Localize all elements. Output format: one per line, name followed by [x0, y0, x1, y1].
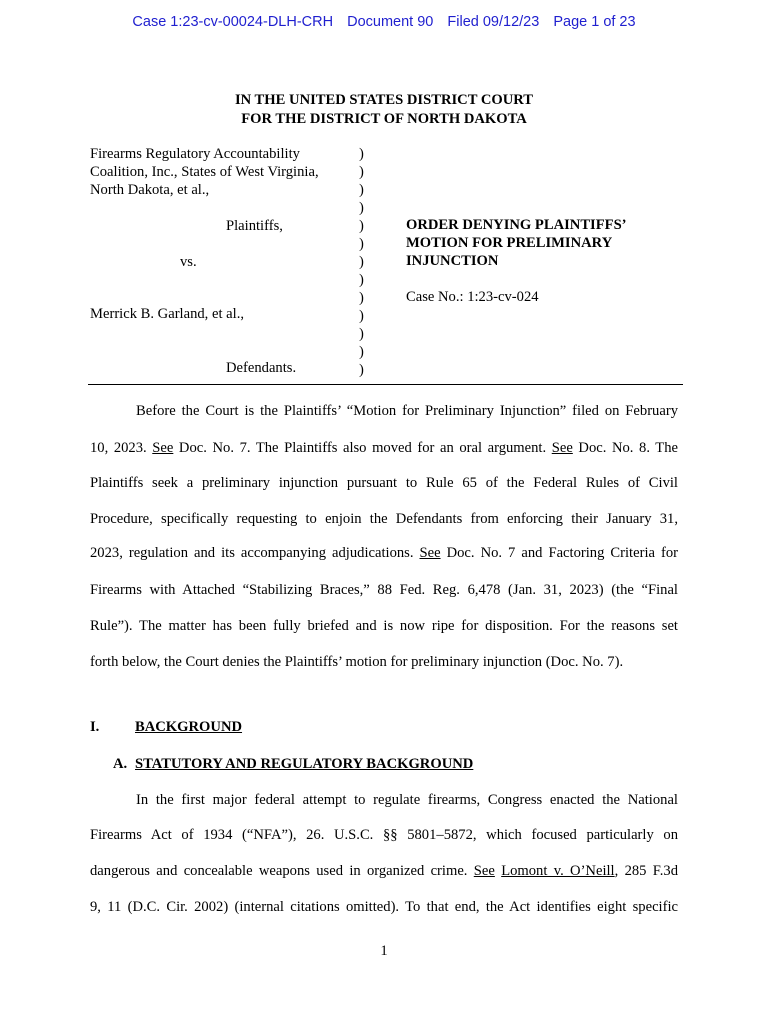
- case-number: Case No.: 1:23-cv-024: [406, 289, 539, 305]
- caption-parenthesis: ): [359, 182, 364, 198]
- order-title-line-3: INJUNCTION: [406, 253, 499, 269]
- subsection-number: A.: [113, 756, 128, 772]
- caption-parenthesis: ): [359, 344, 364, 360]
- caption-parenthesis: ): [359, 218, 364, 234]
- defendant-name: Merrick B. Garland, et al.,: [90, 306, 244, 322]
- paragraph-1-line-8: forth below, the Court denies the Plaintiffs’ motion for preliminary injunction (Doc. No. 7).: [90, 654, 624, 670]
- paragraph-1-line-2: 10, 2023. See Doc. No. 7. The Plaintiffs also moved for an oral argument. See Doc. No. 8. The: [90, 440, 679, 456]
- see-signal: See: [152, 440, 174, 456]
- header-case-number: Case 1:23-cv-00024-DLH-CRH: [132, 14, 334, 30]
- section-heading: BACKGROUND: [135, 719, 243, 735]
- plaintiff-name-line-1: Firearms Regulatory Accountability: [90, 146, 300, 162]
- caption-parenthesis: ): [359, 200, 364, 216]
- caption-parenthesis: ): [359, 146, 364, 162]
- plaintiffs-label: Plaintiffs,: [226, 218, 283, 234]
- caption-parenthesis: ): [359, 272, 364, 288]
- paragraph-2-line-3: dangerous and concealable weapons used in organized crime. See Lomont v. O’Neill, 285 F.3d: [90, 863, 678, 879]
- paragraph-1-line-1: Before the Court is the Plaintiffs’ “Motion for Preliminary Injunction” filed on February: [136, 403, 678, 419]
- see-signal: See: [473, 863, 495, 879]
- court-name-line-2: FOR THE DISTRICT OF NORTH DAKOTA: [241, 111, 527, 127]
- see-signal: See: [419, 545, 441, 561]
- plaintiff-name-line-3: North Dakota, et al.,: [90, 182, 210, 198]
- caption-parenthesis: ): [359, 290, 364, 306]
- paragraph-1-line-5: 2023, regulation and its accompanying adjudications. See Doc. No. 7 and Factoring Criteria for: [90, 545, 679, 561]
- caption-parenthesis: ): [359, 164, 364, 180]
- subsection-heading: STATUTORY AND REGULATORY BACKGROUND: [135, 756, 474, 772]
- plaintiff-name-line-2: Coalition, Inc., States of West Virginia,: [90, 164, 319, 180]
- paragraph-1-line-6: Firearms with Attached “Stabilizing Braces,” 88 Fed. Reg. 6,478 (Jan. 31, 2023) (the “Final: [90, 582, 678, 598]
- court-name-line-1: IN THE UNITED STATES DISTRICT COURT: [234, 92, 534, 108]
- header-page: Page 1 of 23: [553, 14, 636, 30]
- paragraph-1-line-7: Rule”). The matter has been fully briefed and is now ripe for disposition. For the reasons set: [90, 618, 678, 634]
- paragraph-1-line-4: Procedure, specifically requesting to enjoin the Defendants from enforcing their January 31,: [90, 511, 678, 527]
- case-citation: Lomont v. O’Neill: [501, 863, 615, 879]
- caption-parenthesis: ): [359, 308, 364, 324]
- defendants-label: Defendants.: [226, 360, 297, 376]
- paragraph-2-line-1: In the first major federal attempt to regulate firearms, Congress enacted the National: [136, 792, 678, 808]
- header-filed: Filed 09/12/23: [447, 14, 540, 30]
- caption-divider: [88, 384, 683, 385]
- caption-parenthesis: ): [359, 236, 364, 252]
- section-number: I.: [90, 719, 100, 735]
- page-number: 1: [380, 943, 388, 959]
- caption-parenthesis: ): [359, 326, 364, 342]
- versus-label: vs.: [180, 254, 197, 270]
- header-document: Document 90: [347, 14, 434, 30]
- ecf-header: [0, 14, 768, 30]
- caption-parenthesis: ): [359, 362, 364, 378]
- caption-parenthesis: ): [359, 254, 364, 270]
- paragraph-1-line-3: Plaintiffs seek a preliminary injunction pursuant to Rule 65 of the Federal Rules of Civil: [90, 475, 678, 491]
- paragraph-2-line-2: Firearms Act of 1934 (“NFA”), 26. U.S.C. §§ 5801–5872, which focused particularly on: [90, 827, 678, 843]
- order-title-line-2: MOTION FOR PRELIMINARY: [406, 235, 613, 251]
- paragraph-2-line-4: 9, 11 (D.C. Cir. 2002) (internal citations omitted). To that end, the Act identifies eight specific: [90, 899, 678, 915]
- order-title-line-1: ORDER DENYING PLAINTIFFS’: [406, 217, 627, 233]
- see-signal: See: [551, 440, 573, 456]
